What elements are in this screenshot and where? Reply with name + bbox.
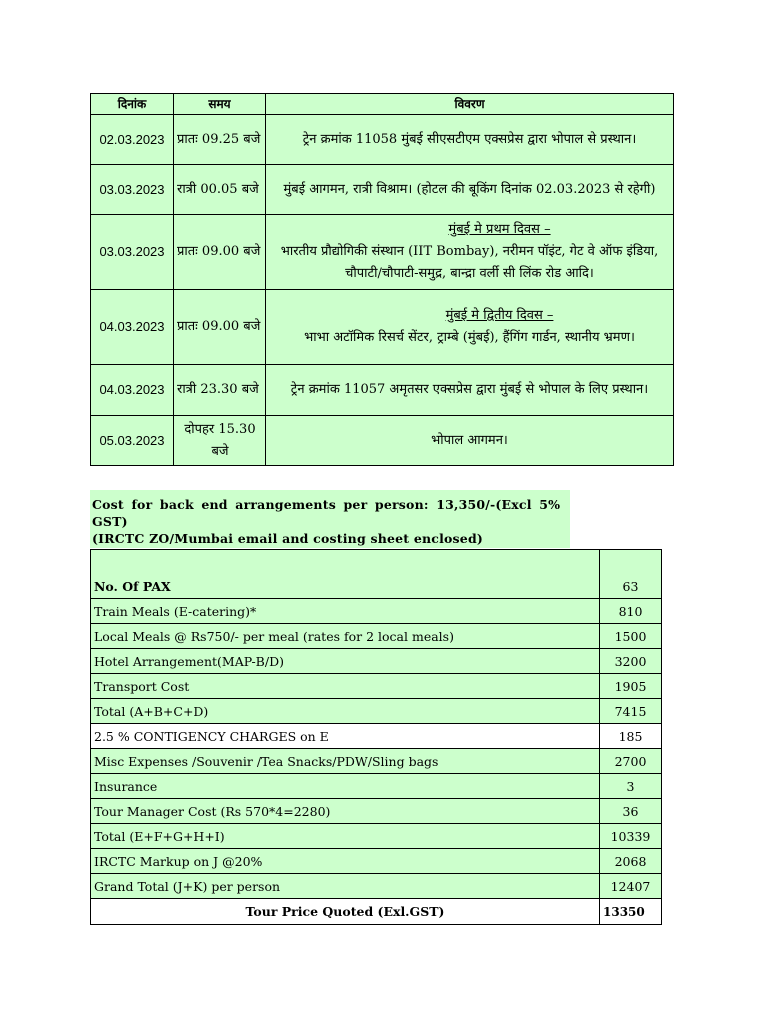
cost-row — [91, 624, 662, 649]
cost-label: Tour Manager Cost (Rs 570*4=2280) — [91, 799, 600, 824]
cost-note-line2: (IRCTC ZO/Mumbai email and costing sheet enclosed) — [92, 531, 484, 546]
itinerary-table — [90, 93, 674, 466]
header-time: समय — [174, 94, 266, 115]
day-heading: मुंबई मे प्रथम दिवस – — [448, 222, 551, 237]
itinerary-description: ट्रेन क्रमांक 11058 मुंबई सीएसटीएम एक्सप्रेस द्वारा भोपाल से प्रस्थान। — [266, 115, 674, 165]
cost-row — [91, 550, 662, 599]
cost-label: Total (E+F+G+H+I) — [91, 824, 600, 849]
itinerary-row — [91, 215, 674, 290]
cost-label: Grand Total (J+K) per person — [91, 874, 600, 899]
itinerary-time: प्रातः 09.00 बजे — [174, 215, 266, 290]
cost-row — [91, 849, 662, 874]
cost-value: 63 — [600, 550, 662, 599]
itinerary-row — [91, 115, 674, 165]
tour-price-label: Tour Price Quoted (Exl.GST) — [91, 899, 600, 925]
cost-label: Train Meals (E-catering)* — [91, 599, 600, 624]
cost-row — [91, 674, 662, 699]
itinerary-description: भोपाल आगमन। — [266, 416, 674, 466]
itinerary-date: 03.03.2023 — [91, 215, 174, 290]
cost-value: 1905 — [600, 674, 662, 699]
cost-label: Local Meals @ Rs750/- per meal (rates for 2 local meals) — [91, 624, 600, 649]
cost-label: Transport Cost — [91, 674, 600, 699]
cost-row — [91, 649, 662, 674]
itinerary-date: 03.03.2023 — [91, 165, 174, 215]
itinerary-description-cell — [266, 290, 674, 365]
cost-label: No. Of PAX — [91, 550, 600, 599]
itinerary-date: 05.03.2023 — [91, 416, 174, 466]
itinerary-time: रात्री 00.05 बजे — [174, 165, 266, 215]
cost-label: Insurance — [91, 774, 600, 799]
cost-label: Misc Expenses /Souvenir /Tea Snacks/PDW/Sling bags — [91, 749, 600, 774]
cost-label: Total (A+B+C+D) — [91, 699, 600, 724]
cost-value: 36 — [600, 799, 662, 824]
itinerary-row — [91, 165, 674, 215]
itinerary-description: भारतीय प्रौद्योगिकी संस्थान (IIT Bombay), नरीमन पॉइंट, गेट वे ऑफ इंडिया, चौपाटी/चौपाटी-समुद्र, बान्द्रा वर्ली सी लिंक रोड आदि। — [280, 244, 659, 281]
cost-label: IRCTC Markup on J @20% — [91, 849, 600, 874]
cost-row — [91, 824, 662, 849]
cost-value: 10339 — [600, 824, 662, 849]
cost-value: 3 — [600, 774, 662, 799]
cost-label: Hotel Arrangement(MAP-B/D) — [91, 649, 600, 674]
cost-row — [91, 749, 662, 774]
cost-row — [91, 874, 662, 899]
cost-value: 1500 — [600, 624, 662, 649]
itinerary-description: ट्रेन क्रमांक 11057 अमृतसर एक्सप्रेस द्वारा मुंबई से भोपाल के लिए प्रस्थान। — [266, 365, 674, 416]
itinerary-time: प्रातः 09.00 बजे — [174, 290, 266, 365]
itinerary-description-cell — [266, 215, 674, 290]
cost-value: 810 — [600, 599, 662, 624]
itinerary-time: दोपहर 15.30 बजे — [174, 416, 266, 466]
cost-note-line1: Cost for back end arrangements per person: 13,350/-(Excl 5% GST) — [92, 497, 561, 529]
cost-value: 12407 — [600, 874, 662, 899]
cost-row — [91, 774, 662, 799]
cost-note — [90, 490, 570, 548]
itinerary-date: 04.03.2023 — [91, 290, 174, 365]
cost-row — [91, 599, 662, 624]
itinerary-time: प्रातः 09.25 बजे — [174, 115, 266, 165]
itinerary-row — [91, 416, 674, 466]
cost-value: 2068 — [600, 849, 662, 874]
itinerary-row — [91, 290, 674, 365]
header-date: दिनांक — [91, 94, 174, 115]
cost-value: 2700 — [600, 749, 662, 774]
itinerary-header-row — [91, 94, 674, 115]
cost-label: 2.5 % CONTIGENCY CHARGES on E — [91, 724, 600, 749]
itinerary-description: मुंबई आगमन, रात्री विश्राम। (होटल की बूकिंग दिनांक 02.03.2023 से रहेगी) — [266, 165, 674, 215]
itinerary-row — [91, 365, 674, 416]
itinerary-time: रात्री 23.30 बजे — [174, 365, 266, 416]
itinerary-description: भाभा अटॉमिक रिसर्च सेंटर, ट्राम्बे (मुंबई), हैंगिंग गार्डन, स्थानीय भ्रमण। — [304, 330, 635, 345]
cost-row — [91, 724, 662, 749]
cost-row — [91, 699, 662, 724]
itinerary-date: 02.03.2023 — [91, 115, 174, 165]
cost-value: 185 — [600, 724, 662, 749]
header-description: विवरण — [266, 94, 674, 115]
tour-price-row — [91, 899, 662, 925]
cost-value: 3200 — [600, 649, 662, 674]
day-heading: मुंबई मे द्वितीय दिवस – — [445, 308, 554, 323]
cost-value: 7415 — [600, 699, 662, 724]
cost-row — [91, 799, 662, 824]
cost-table — [90, 549, 662, 925]
tour-price-value: 13350 — [600, 899, 662, 925]
itinerary-date: 04.03.2023 — [91, 365, 174, 416]
